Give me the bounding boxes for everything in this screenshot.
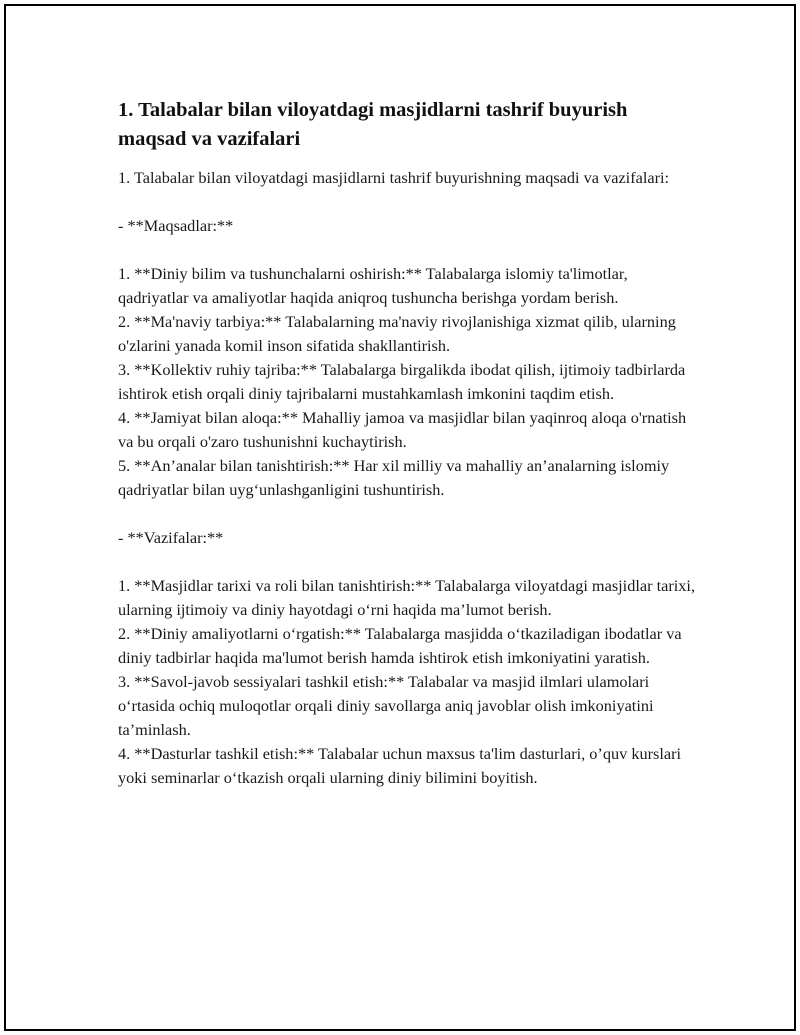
goal-item: 5. **An’analar bilan tanishtirish:** Har xil milliy va mahalliy an’analarning islomiy qadriyatlar bilan uyg‘unlashganligini tushuntirish.: [118, 456, 674, 499]
spacer: [118, 238, 698, 262]
document-title: 1. Talabalar bilan viloyatdagi masjidlarni tashrif buyurish maqsad va vazifalari: [118, 99, 628, 150]
intro-paragraph: 1. Talabalar bilan viloyatdagi masjidlarni tashrif buyurishning maqsadi va vazifalari:: [118, 168, 670, 187]
spacer: [118, 190, 698, 214]
goal-item: 4. **Jamiyat bilan aloqa:** Mahalliy jamoa va masjidlar bilan yaqinroq aloqa o'rnatish va bu orqali o'zaro tushunishni kuchaytirish.: [118, 408, 691, 451]
document-page: [4, 4, 796, 1031]
spacer: [118, 502, 698, 526]
task-item: 4. **Dasturlar tashkil etish:** Talabalar uchun maxsus ta'lim dasturlari, o’quv kurslari yoki seminarlar o‘tkazish orqali ularning diniy bilimini boyitish.: [118, 744, 686, 787]
goals-heading: - **Maqsadlar:**: [118, 216, 234, 235]
goal-item: 2. **Ma'naviy tarbiya:** Talabalarning ma'naviy rivojlanishiga xizmat qilib, ularning o'zlarini yanada komil inson sifatida shakllantirish.: [118, 312, 680, 355]
goal-item: 3. **Kollektiv ruhiy tajriba:** Talabalarga birgalikda ibodat qilish, ijtimoiy tadbirlarda ishtirok etish orqali diniy tajribalarni mustahkamlash imkonini taqdim etish.: [118, 360, 690, 403]
spacer: [118, 550, 698, 574]
task-item: 2. **Diniy amaliyotlarni o‘rgatish:** Talabalarga masjidda o‘tkaziladigan ibodatlar va diniy tadbirlar haqida ma'lumot berish hamda ishtirok etish imkoniyatini yaratish.: [118, 624, 686, 667]
tasks-heading: - **Vazifalar:**: [118, 528, 224, 547]
task-item: 1. **Masjidlar tarixi va roli bilan tanishtirish:** Talabalarga viloyatdagi masjidlar tarixi, ularning ijtimoiy va diniy hayotdagi o‘rni haqida ma’lumot berish.: [118, 576, 700, 619]
document-content: [118, 96, 698, 790]
goal-item: 1. **Diniy bilim va tushunchalarni oshirish:** Talabalarga islomiy ta'limotlar, qadriyatlar va amaliyotlar haqida aniqroq tushuncha berishga yordam berish.: [118, 264, 632, 307]
task-item: 3. **Savol-javob sessiyalari tashkil etish:** Talabalar va masjid ilmlari ulamolari o‘rtasida ochiq muloqotlar orqali diniy savollarga aniq javoblar olish imkoniyatini ta’minlash.: [118, 672, 658, 739]
